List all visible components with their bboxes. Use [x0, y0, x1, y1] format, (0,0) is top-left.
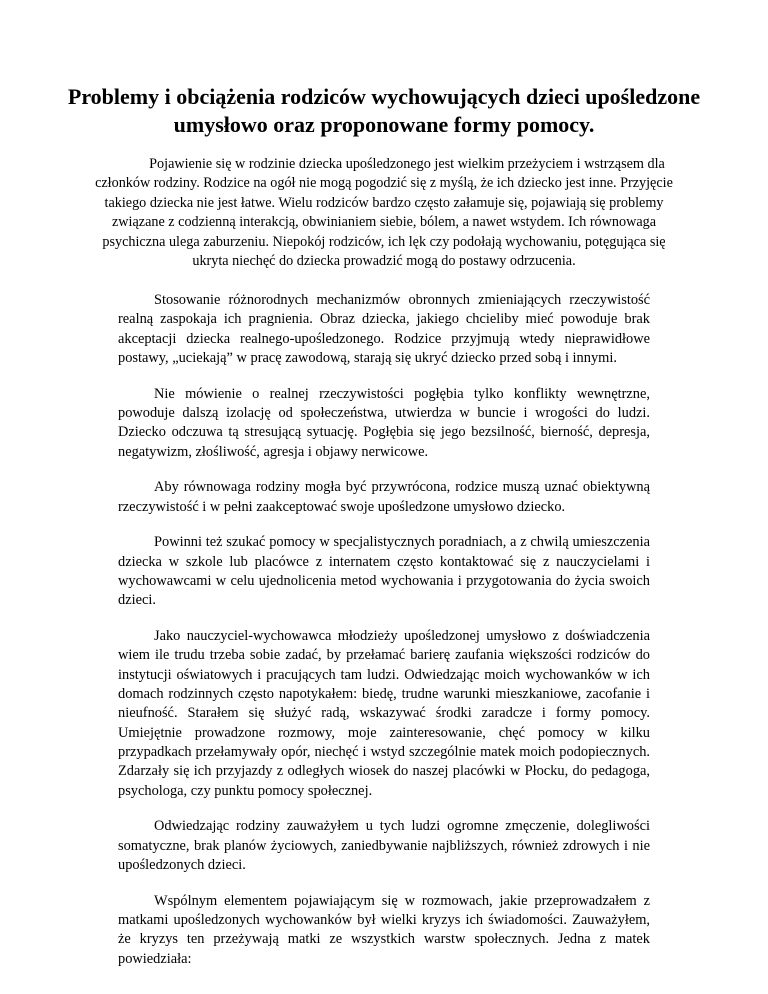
- paragraph-teacher-experience: Jako nauczyciel-wychowawca młodzieży upośledzonej umysłowo z doświadczenia wiem ile trudu trzeba sobie zadać, by przełamać barierę zaufania większości rodziców do instytucji oświatowych i pracujących tam ludzi. Odwiedzając moich wychowanków w ich domach rodzinnych często napotykałem: biedę, trudne warunki mieszkaniowe, zacofanie i nieufność. Starałem się służyć radą, wskazywać środki zaradcze i formy pomocy. Umiejętnie prowadzone rozmowy, moje zainteresowanie, chęć pomocy w kilku przypadkach przełamywały opór, niechęć i wstyd szczególnie matek moich podopiecznych. Zdarzały się ich przyjazdy z odległych wiosek do naszej placówki w Płocku, do pedagoga, psychologa, czy punktu pomocy społecznej.: [118, 628, 650, 799]
- paragraph-awareness-crisis: Wspólnym elementem pojawiającym się w rozmowach, jakie przeprowadzałem z matkami upośledzonych wychowanków był wielki kryzys ich świadomości. Zauważyłem, że kryzys ten przeżywają matki ze wszystkich warstw społecznych. Jedna z matek powiedziała:: [118, 892, 650, 967]
- intro-text: Pojawienie się w rodzinie dziecka upośledzonego jest wielkim przeżyciem i wstrząsem dla członków rodziny. Rodzice na ogół nie mogą pogodzić się z myślą, że ich dziecko jest inne. Przyjęcie takiego dziecka nie jest łatwe. Wielu rodziców bardzo często załamuje się, pojawiają się problemy związane z codzienną interakcją, obwinianiem siebie, bólem, a nawet wstydem. Ich równowaga psychiczna ulega zaburzeniu. Niepokój rodziców, ich lęk czy podołają wychowaniu, potęgująca się ukryta niechęć do dziecka prowadzić mogą do postawy odrzucenia.: [95, 156, 673, 270]
- intro-paragraph: [95, 155, 673, 271]
- paragraph-defense-mechanisms: Stosowanie różnorodnych mechanizmów obronnych zmieniających rzeczywistość realną zaspokaja ich pragnienia. Obraz dziecka, jakiego chcieliby mieć powoduje brak akceptacji dziecka realnego-upośledzonego. Rodzice przyjmują wtedy nieprawidłowe postawy, „uciekają” w pracę zawodową, starają się ukryć dziecko przed sobą i innymi.: [118, 292, 650, 366]
- paragraph-seeking-help: Powinni też szukać pomocy w specjalistycznych poradniach, a z chwilą umieszczenia dziecka w szkole lub placówce z internatem często kontaktować się z nauczycielami i wychowawcami w celu ujednolicenia metod wychowania i przygotowania do życia swoich dzieci.: [118, 534, 650, 609]
- body-text: [118, 291, 650, 985]
- paragraph-family-balance: Aby równowaga rodziny mogła być przywrócona, rodzice muszą uznać obiektywną rzeczywistość i w pełni zaakceptować swoje upośledzone umysłowo dziecko.: [118, 479, 650, 515]
- paragraph-internal-conflicts: Nie mówienie o realnej rzeczywistości pogłębia tylko konflikty wewnętrzne, powoduje dalszą izolację od społeczeństwa, utwierdza w buncie i wrogości do ludzi. Dziecko odczuwa tą stresującą sytuację. Pogłębia się jego bezsilność, bierność, depresja, negatywizm, złośliwość, agresja i objawy nerwicowe.: [118, 385, 650, 460]
- paragraph-family-visits: Odwiedzając rodziny zauważyłem u tych ludzi ogromne zmęczenie, dolegliwości somatyczne, brak planów życiowych, zaniedbywanie najbliższych, również zdrowych i nie upośledzonych dzieci.: [118, 818, 650, 873]
- document-title: Problemy i obciążenia rodziców wychowujących dzieci upośledzone umysłowo oraz proponowane formy pomocy.: [67, 84, 701, 137]
